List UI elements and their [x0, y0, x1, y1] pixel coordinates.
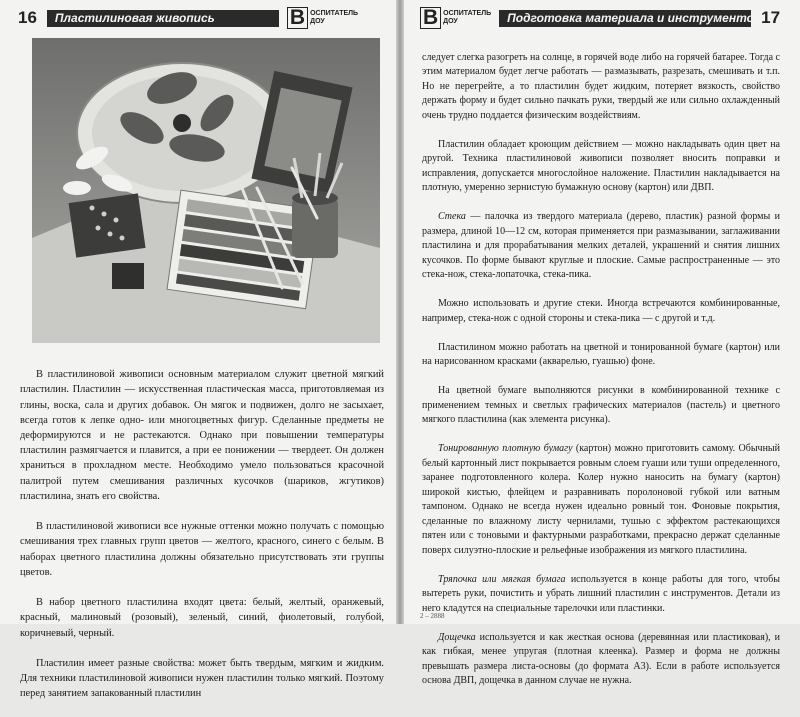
right-page-header: [420, 6, 790, 30]
page-number: 17: [761, 8, 781, 27]
left-page: [0, 0, 400, 700]
chapter-title-bar: Пластилиновая живопись: [47, 10, 279, 27]
left-page-header: [18, 6, 386, 30]
page-footer: 2 – 2888: [420, 612, 445, 620]
page-number: 16: [18, 8, 37, 27]
paragraph: Тряпочка или мягкая бумага используется в конце работы для того, чтобы вытереть руки, почистить и убрать лишний пластилин с инструментов. Детали из него кладутся на специальные тарелочки или пластинки.: [422, 573, 780, 614]
paragraph: Тонированную плотную бумагу (картон) можно приготовить самому. Обычный белый картонный лист покрывается ровным слоем гуаши или туши определенного, заранее подготовленного колера. Колер нужно наносить на бумагу (картон) широкой кистью, флейцем и разравнивать поролоновой губкой или ватным тампоном. Однако не всегда нужен идеально ровный тон. Фоновые покрытия, сделанные по влажному листу чернилами, тушью с эффектом растекающихся пятен или с тоновыми и фактурными разработками, прекрасно держат сделанные поверх силуэтно-плоские и рельефные изображения из мягкого пластилина.: [422, 443, 780, 556]
paragraph: Стека — палочка из твердого материала (дерево, пластик) разной формы и размера, длиной 10—12 см, которая применяется при размазывании, заглаживании пластилина и для прорабатывания мелких деталей, украшений и снятия лишних кусочков. По форме бывают круглые и плоские. Самые распространенные — это стека-нож, стека-лопаточка, стека-пика.: [422, 211, 780, 280]
paragraph: Пластилин имеет разные свойства: может быть твердым, мягким и жидким. Для техники пластилиновой живописи нужен пластилин только мягкий. Поэтому перед занятием запакованный пластилин: [20, 658, 384, 700]
right-page-text: [422, 36, 780, 703]
paragraph: Пластилином можно работать на цветной и тонированной бумаге (картон) или на нарисованном красками (акварелью, гуашью) фоне.: [422, 341, 780, 367]
paragraph: Можно использовать и другие стеки. Иногда встречаются комбинированные, например, стека-нож с одной стороны и стека-пика — с другой и т.д.: [422, 298, 780, 324]
paragraph: следует слегка разогреть на солнце, в горячей воде либо на горячей батарее. Тогда с этим материалом будет легче работать — размазывать, разрезать, смешивать и т.п. Но не перегрейте, а то пластилин будет жидким, потеряет вязкость, свойство держать форму и будет сильно пачкать руки, твердый же или сильно охлажденный очень трудно поддается физическим воздействиям.: [422, 51, 780, 121]
paragraph: Пластилин обладает кроющим действием — можно накладывать один цвет на другой. Техника пластилиновой живописи позволяет вносить поправки и исправления, допускается многослойное наложение. Пластилин накладывается на плотную, умеренно зернистую бумажную основу (картон) или ДВП.: [422, 138, 780, 193]
right-page: [400, 0, 800, 686]
paragraph: В пластилиновой живописи все нужные оттенки можно получать с помощью смешивания трех главных групп цветов — желтого, красного, синего с белым. В наборах цветного пластилина должны обязательно присутствовать эти группы цветов.: [20, 521, 384, 578]
left-page-text: [20, 352, 384, 717]
photo-illustration: [32, 38, 380, 343]
chapter-title-bar: Подготовка материала и инструментов: [499, 10, 751, 27]
paragraph: В набор цветного пластилина входят цвета: белый, желтый, оранжевый, красный, малиновый (розовый), зеленый, синий, фиолетовый, голубой, коричневый, черный.: [20, 597, 384, 639]
paragraph: Дощечка используется и как жесткая основа (деревянная или пластиковая), и как гибкая, менее упругая (плотная клеенка). Размер и форма не должны превышать размера листа-основы (до формата А3). Если в работе используется основа ДВП, дощечка в данном случае не нужна.: [422, 631, 780, 686]
magazine-logo: В ОСПИТАТЕЛЬ ДОУ: [287, 7, 358, 29]
book-gutter: [396, 0, 404, 624]
paragraph: На цветной бумаге выполняются рисунки в комбинированной технике с применением темных и светлых графических материалов (пастель) и цветного мягкого пластилина (как элемента рисунка).: [422, 385, 780, 425]
paragraph: В пластилиновой живописи основным материалом служит цветной мягкий пластилин. Пластилин — искусственная пластическая масса, приготовляемая из глины, воска, сала и других добавок. Он мягок и подвижен, долго не засыхает, всегда готов к лепке одно- или многоцветных фигур. Сделанные предметы не деформируются и не растекаются. Однако при повышении температуры пластилин размягчается и плавится, а при ее понижении — твердеет. Он должен храниться в прохладном месте. Необходимо умело пользоваться красочной палитрой путем смешивания различных кусочков (шариков, жгутиков) пластилина, знать его свойства.: [20, 369, 384, 502]
magazine-logo: В ОСПИТАТЕЛЬ ДОУ: [420, 7, 491, 29]
plasticine-materials-photo: [32, 38, 380, 343]
